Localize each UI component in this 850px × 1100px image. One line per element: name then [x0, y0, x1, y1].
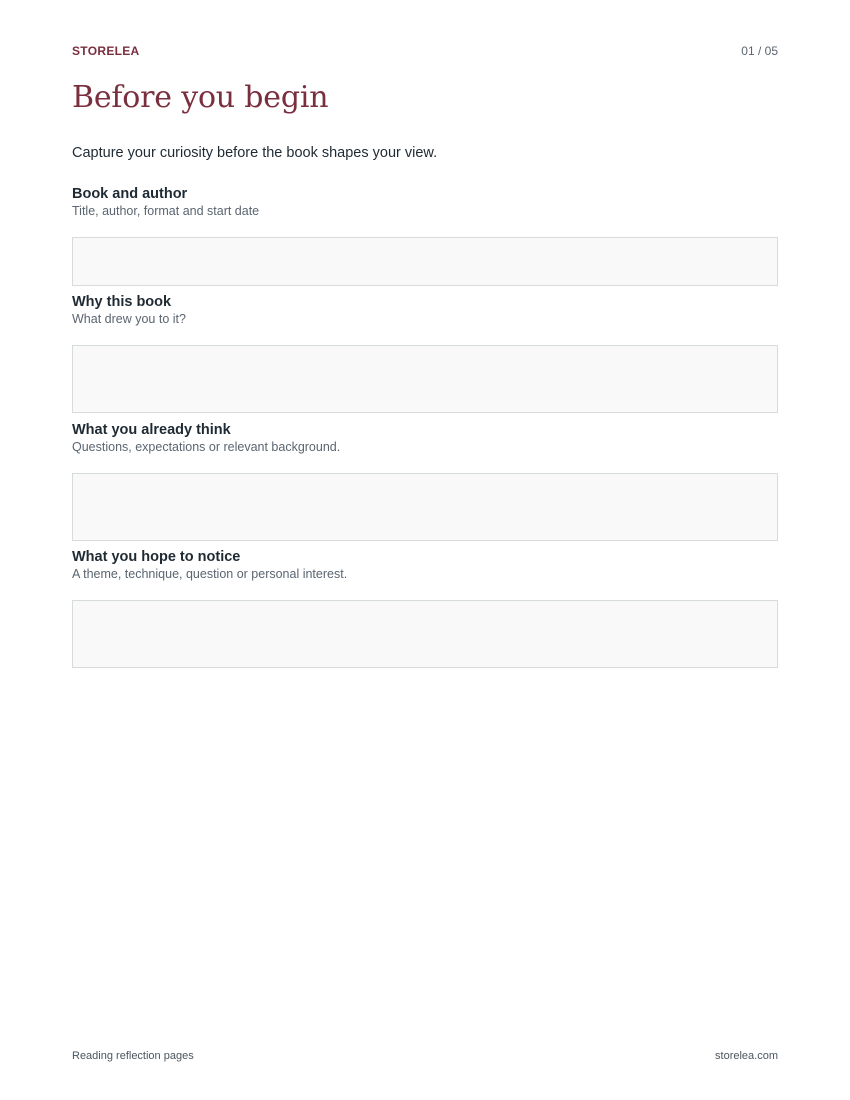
- section-hint: What drew you to it?: [72, 312, 186, 326]
- section-title: Book and author: [72, 186, 188, 202]
- section-title: What you hope to notice: [72, 549, 241, 565]
- what-you-already-think-field[interactable]: [72, 473, 778, 541]
- section-hint: Title, author, format and start date: [72, 204, 260, 218]
- worksheet-page: [72, 0, 778, 1100]
- section-what-you-hope-to-notice: [72, 548, 778, 582]
- section-hint: A theme, technique, question or personal interest.: [72, 567, 348, 581]
- footer-website: storelea.com: [715, 1050, 778, 1062]
- footer-caption: Reading reflection pages: [72, 1050, 194, 1062]
- why-this-book-field[interactable]: [72, 345, 778, 413]
- book-and-author-field[interactable]: [72, 237, 778, 286]
- section-what-you-already-think: [72, 421, 778, 455]
- section-hint: Questions, expectations or relevant background.: [72, 440, 341, 454]
- page-counter: 01 / 05: [741, 44, 778, 58]
- section-book-and-author: [72, 185, 778, 219]
- intro-text: Capture your curiosity before the book shapes your view.: [72, 145, 438, 161]
- page-title: Before you begin: [72, 80, 329, 115]
- section-title: What you already think: [72, 422, 231, 438]
- section-why-this-book: [72, 293, 778, 327]
- section-title: Why this book: [72, 294, 172, 310]
- brand-name: STORELEA: [72, 44, 140, 58]
- page-header: [72, 44, 778, 60]
- what-you-hope-to-notice-field[interactable]: [72, 600, 778, 668]
